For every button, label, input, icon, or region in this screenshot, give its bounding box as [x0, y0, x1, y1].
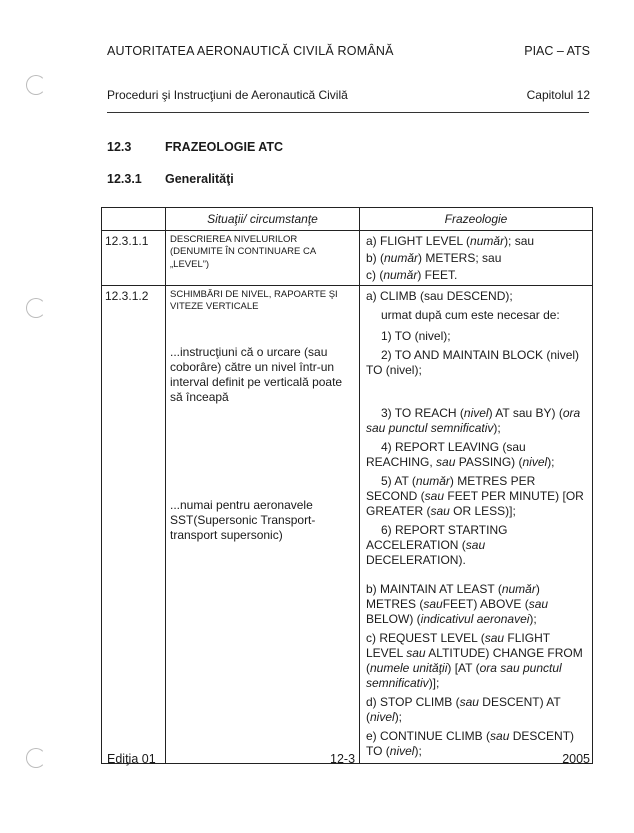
section-number: 12.3: [107, 140, 132, 154]
phrase-text: 6) REPORT STARTING ACCELERATION (: [366, 523, 508, 552]
table-row: [102, 231, 593, 286]
phrase-italic: ora sau punctul semnificativ: [366, 406, 581, 435]
phrase-text: ALTITUDE) CHANGE FROM (: [366, 646, 583, 675]
phrase-text: );: [547, 455, 555, 469]
row-number: 12.3.1.2: [102, 286, 166, 764]
phrase-d: [366, 695, 586, 725]
header-subtitle: Proceduri şi Instrucţiuni de Aeronautică Civilă: [107, 88, 348, 102]
phrase-a1: 1) TO (nivel);: [381, 329, 451, 343]
phrase-text: ) FEET.: [417, 268, 458, 282]
phrase-line: [366, 234, 586, 249]
table-header-row: [102, 208, 593, 231]
phrase-b: [366, 582, 586, 627]
table-row: [102, 286, 593, 764]
phrase-italic: nivel: [463, 406, 489, 420]
phrase-a5: [366, 474, 586, 519]
phrase-c: [366, 631, 586, 691]
phrase-a6: [366, 523, 586, 568]
phrase-text: ) AT sau BY) (: [488, 406, 563, 420]
phrase-italic: număr: [501, 582, 536, 596]
phrase-italic: sau: [490, 729, 510, 743]
phrase-italic: sau: [484, 631, 505, 645]
footer-year: 2005: [562, 752, 590, 766]
phraseology-cell: [360, 231, 593, 286]
phrase-text: );: [414, 744, 422, 758]
situation-line: (DENUMITE ÎN CONTINUARE CA: [170, 246, 317, 258]
phrase-text: 4) REPORT LEAVING (sau REACHING,: [366, 440, 526, 469]
phrase-text: a) FLIGHT LEVEL (: [366, 234, 471, 248]
phrase-text: b) MAINTAIN AT LEAST (: [366, 582, 502, 596]
phrase-text: ) METRES (: [366, 582, 540, 611]
phrase-italic: ora sau punctul semnificativ: [366, 661, 562, 690]
phrase-text: PASSING) (: [455, 455, 523, 469]
phrase-italic: număr: [383, 268, 418, 282]
phrase-text: FEET) ABOVE (: [442, 597, 529, 611]
phraseology-cell: [360, 286, 593, 764]
phrase-italic: sau: [528, 597, 549, 611]
phrase-italic: nivel: [522, 455, 548, 469]
phrase-italic: sau: [465, 538, 486, 552]
phrase-italic: număr: [470, 234, 505, 248]
phrase-text: )];: [428, 676, 440, 690]
phrase-line: [366, 268, 586, 283]
phrase-italic: nivel: [389, 744, 415, 758]
phrase-text: e) CONTINUE CLIMB (: [366, 729, 491, 743]
phrase-text: BELOW) (: [366, 612, 421, 626]
phrase-text: c) REQUEST LEVEL (: [366, 631, 485, 645]
header-situation: Situaţii/ circumstanţe: [166, 208, 360, 231]
phraseology-table: [101, 207, 593, 764]
situation-caps: SCHIMBĂRI DE NIVEL, RAPOARTE ŞI VITEZE VERTICALE: [170, 289, 338, 313]
phrase-a: a) CLIMB (sau DESCEND);: [366, 289, 513, 303]
phrase-italic: sau: [436, 455, 456, 469]
subsection-number: 12.3.1: [107, 172, 142, 186]
phrase-text: FLIGHT LEVEL: [366, 631, 550, 660]
footer-page: 12-3: [330, 752, 356, 766]
phrase-italic: sau: [430, 504, 450, 518]
phrase-text: );: [529, 612, 537, 626]
punch-hole-bottom: [26, 748, 46, 768]
header-rule: [107, 112, 589, 113]
phrase-text: 2) TO AND MAINTAIN BLOCK (nivel) TO (nivel);: [366, 348, 580, 377]
phrase-text: );: [493, 421, 501, 435]
phrase-a2: [366, 348, 586, 378]
phrase-a4: [366, 440, 586, 470]
phrase-italic: sau: [459, 695, 479, 709]
phrase-text: d) STOP CLIMB (: [366, 695, 460, 709]
phrase-text: ) [AT (: [447, 661, 480, 675]
phrase-italic: nivel: [370, 710, 395, 724]
situation-cell: [166, 231, 360, 286]
phrase-text: b) (: [366, 251, 384, 265]
header-doc: PIAC – ATS: [524, 44, 590, 58]
footer-edition: Ediţia 01: [107, 752, 156, 766]
phrase-text: DESCENT) AT (: [366, 695, 561, 724]
phrase-italic: număr: [415, 474, 450, 488]
phrase-italic: sau: [424, 489, 445, 503]
header-number-cell: [102, 208, 166, 231]
phrase-a-note: urmat după cum este necesar de:: [381, 308, 560, 322]
phrase-line: [366, 251, 586, 266]
phrase-italic: sau: [406, 646, 426, 660]
header-org: AUTORITATEA AERONAUTICĂ CIVILĂ ROMÂNĂ: [107, 44, 394, 58]
phrase-a3: [366, 406, 586, 436]
phrase-text: 3) TO REACH (: [381, 406, 464, 420]
subsection-title: Generalităţi: [165, 172, 234, 186]
punch-hole-middle: [26, 298, 46, 318]
phrase-italic: indicativul aeronavei: [420, 612, 530, 626]
phrase-text: );: [394, 710, 403, 724]
phrase-italic: numele unităţii: [370, 661, 448, 675]
phrase-text: c) (: [366, 268, 384, 282]
situation-cell: [166, 286, 360, 764]
phrase-text: FEET PER MINUTE) [OR GREATER (: [366, 489, 584, 518]
phrase-e: [366, 729, 586, 759]
situation-note: ...instrucţiuni că o urcare (sau coborâre) către un nivel într-un interval definit pe verticală poate să înceapă: [170, 344, 343, 404]
section-title: FRAZEOLOGIE ATC: [165, 140, 284, 154]
situation-note: ...numai pentru aeronavele SST(Supersonic Transport- transport supersonic): [170, 497, 316, 542]
punch-hole-top: [26, 75, 46, 95]
phrase-text: DESCENT) TO (: [366, 729, 575, 758]
header-phraseology: Frazeologie: [360, 208, 593, 231]
phrase-text: DECELERATION).: [366, 553, 466, 567]
phrase-text: ) METRES PER SECOND (: [366, 474, 536, 503]
row-number: 12.3.1.1: [102, 231, 166, 286]
phrase-text: OR LESS)];: [449, 504, 516, 518]
phrase-text: ); sau: [504, 234, 535, 248]
phrase-italic: număr: [384, 251, 419, 265]
situation-line: DESCRIEREA NIVELURILOR: [170, 234, 298, 245]
situation-line: „LEVEL”): [170, 258, 210, 270]
header-chapter: Capitolul 12: [526, 88, 590, 102]
phrase-text: ) METERS; sau: [418, 251, 502, 265]
phrase-text: 5) AT (: [381, 474, 416, 488]
phrase-italic: sau: [423, 597, 443, 611]
